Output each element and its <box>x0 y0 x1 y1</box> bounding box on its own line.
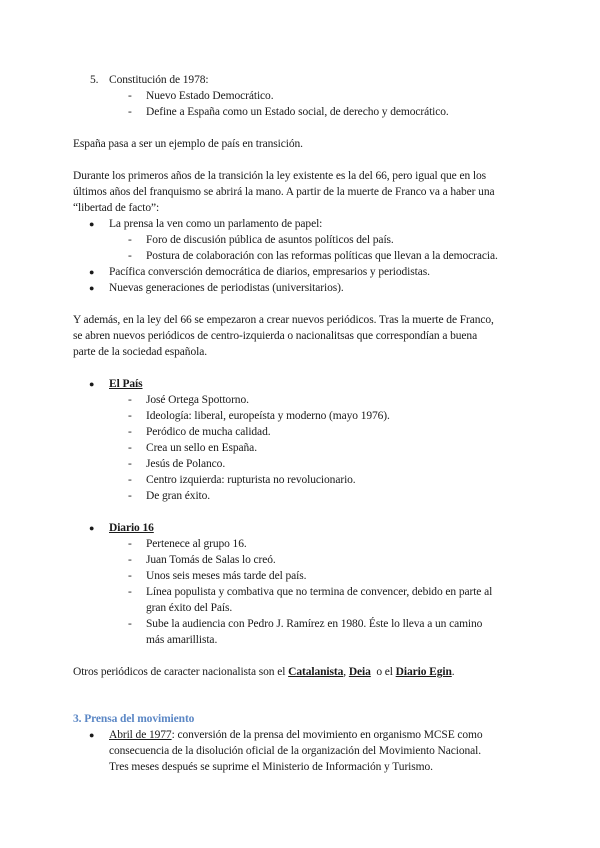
list-item-continuation: consecuencia de la disolución oficial de la organización del Movimiento Nacional. <box>109 745 482 757</box>
dash-marker: - <box>128 234 132 246</box>
sub-item: De gran éxito. <box>146 490 211 502</box>
dash-marker: - <box>128 554 132 566</box>
sub-item: Nuevo Estado Democrático. <box>146 90 274 102</box>
sub-item: José Ortega Spottorno. <box>146 394 249 406</box>
dash-marker: - <box>128 586 132 598</box>
dash-marker: - <box>128 474 132 486</box>
list-number: 5. <box>90 74 99 86</box>
dash-marker: - <box>128 458 132 470</box>
list-item: Pacífica conversción democrática de diarios, empresarios y periodistas. <box>109 266 430 278</box>
paragraph-line: “libertad de facto”: <box>73 202 160 214</box>
sub-item: Juan Tomás de Salas lo creó. <box>146 554 276 566</box>
paragraph-otros <box>73 664 455 680</box>
bullet-marker: ● <box>89 219 95 229</box>
dash-marker: - <box>128 410 132 422</box>
list-item-text: : conversión de la prensa del movimiento en organismo MCSE como <box>171 729 483 741</box>
sub-item: Jesús de Polanco. <box>146 458 226 470</box>
paragraph-line: parte de la sociedad española. <box>73 346 207 358</box>
bullet-marker: ● <box>89 283 95 293</box>
period: . <box>451 666 455 678</box>
list-item-constitucion: Constitución de 1978: <box>109 74 209 86</box>
date-abril-1977: Abril de 1977 <box>109 729 172 741</box>
dash-marker: - <box>128 90 132 102</box>
sub-item: Peródico de mucha calidad. <box>146 426 271 438</box>
bullet-marker: ● <box>89 523 95 533</box>
sub-item: Sube la audiencia con Pedro J. Ramírez en 1980. Éste lo lleva a un camino <box>146 618 483 630</box>
sub-item: Pertenece al grupo 16. <box>146 538 247 550</box>
dash-marker: - <box>128 538 132 550</box>
sub-item-continuation: gran éxito del País. <box>146 602 233 614</box>
dash-marker: - <box>128 490 132 502</box>
section-heading-prensa-movimiento: 3. Prensa del movimiento <box>73 713 195 725</box>
sub-item: Línea populista y combativa que no termina de convencer, debido en parte al <box>146 586 493 598</box>
dash-marker: - <box>128 442 132 454</box>
paragraph-line: últimos años del franquismo se abrirá la mano. A partir de la muerte de Franco va a haber una <box>73 186 495 198</box>
newspaper-diario-egin: Diario Egin <box>395 666 452 678</box>
sub-item: Unos seis meses más tarde del país. <box>146 570 307 582</box>
paragraph-line: Durante los primeros años de la transición la ley existente es la del 66, pero igual que en los <box>73 170 487 182</box>
paragraph-line: se abren nuevos periódicos de centro-izquierda o nacionalitsas que correspondían a buena <box>73 330 478 342</box>
sub-item: Ideología: liberal, europeísta y moderno (mayo 1976). <box>146 410 390 422</box>
dash-marker: - <box>128 570 132 582</box>
list-item-continuation: Tres meses después se suprime el Ministerio de Información y Turismo. <box>109 761 433 773</box>
bullet-marker: ● <box>89 730 95 740</box>
sub-item: Define a España como un Estado social, de derecho y democrático. <box>146 106 449 118</box>
otros-text: Otros periódicos de caracter nacionalista son el <box>73 666 289 678</box>
list-item: La prensa la ven como un parlamento de papel: <box>109 218 323 230</box>
sub-item: Crea un sello en España. <box>146 442 257 454</box>
sub-item-continuation: más amarillista. <box>146 634 218 646</box>
dash-marker: - <box>128 106 132 118</box>
newspaper-catalanista: Catalanista <box>288 666 344 678</box>
bullet-marker: ● <box>89 379 95 389</box>
separator: , <box>343 666 349 678</box>
bullet-marker: ● <box>89 267 95 277</box>
sub-item: Centro izquierda: rupturista no revolucionario. <box>146 474 356 486</box>
sub-item: Foro de discusión pública de asuntos políticos del país. <box>146 234 394 246</box>
dash-marker: - <box>128 426 132 438</box>
dash-marker: - <box>128 618 132 630</box>
paragraph-line: Y además, en la ley del 66 se empezaron a crear nuevos periódicos. Tras la muerte de Franco, <box>73 314 494 326</box>
separator: o el <box>370 666 396 678</box>
paragraph-transicion: España pasa a ser un ejemplo de país en transición. <box>73 138 303 150</box>
list-item <box>109 727 483 743</box>
dash-marker: - <box>128 250 132 262</box>
heading-el-pais: El País <box>109 378 143 390</box>
newspaper-deia: Deia <box>348 666 371 678</box>
sub-item: Postura de colaboración con las reformas políticas que llevan a la democracia. <box>146 250 498 262</box>
heading-diario-16: Diario 16 <box>109 522 154 534</box>
list-item: Nuevas generaciones de periodistas (universitarios). <box>109 282 344 294</box>
dash-marker: - <box>128 394 132 406</box>
